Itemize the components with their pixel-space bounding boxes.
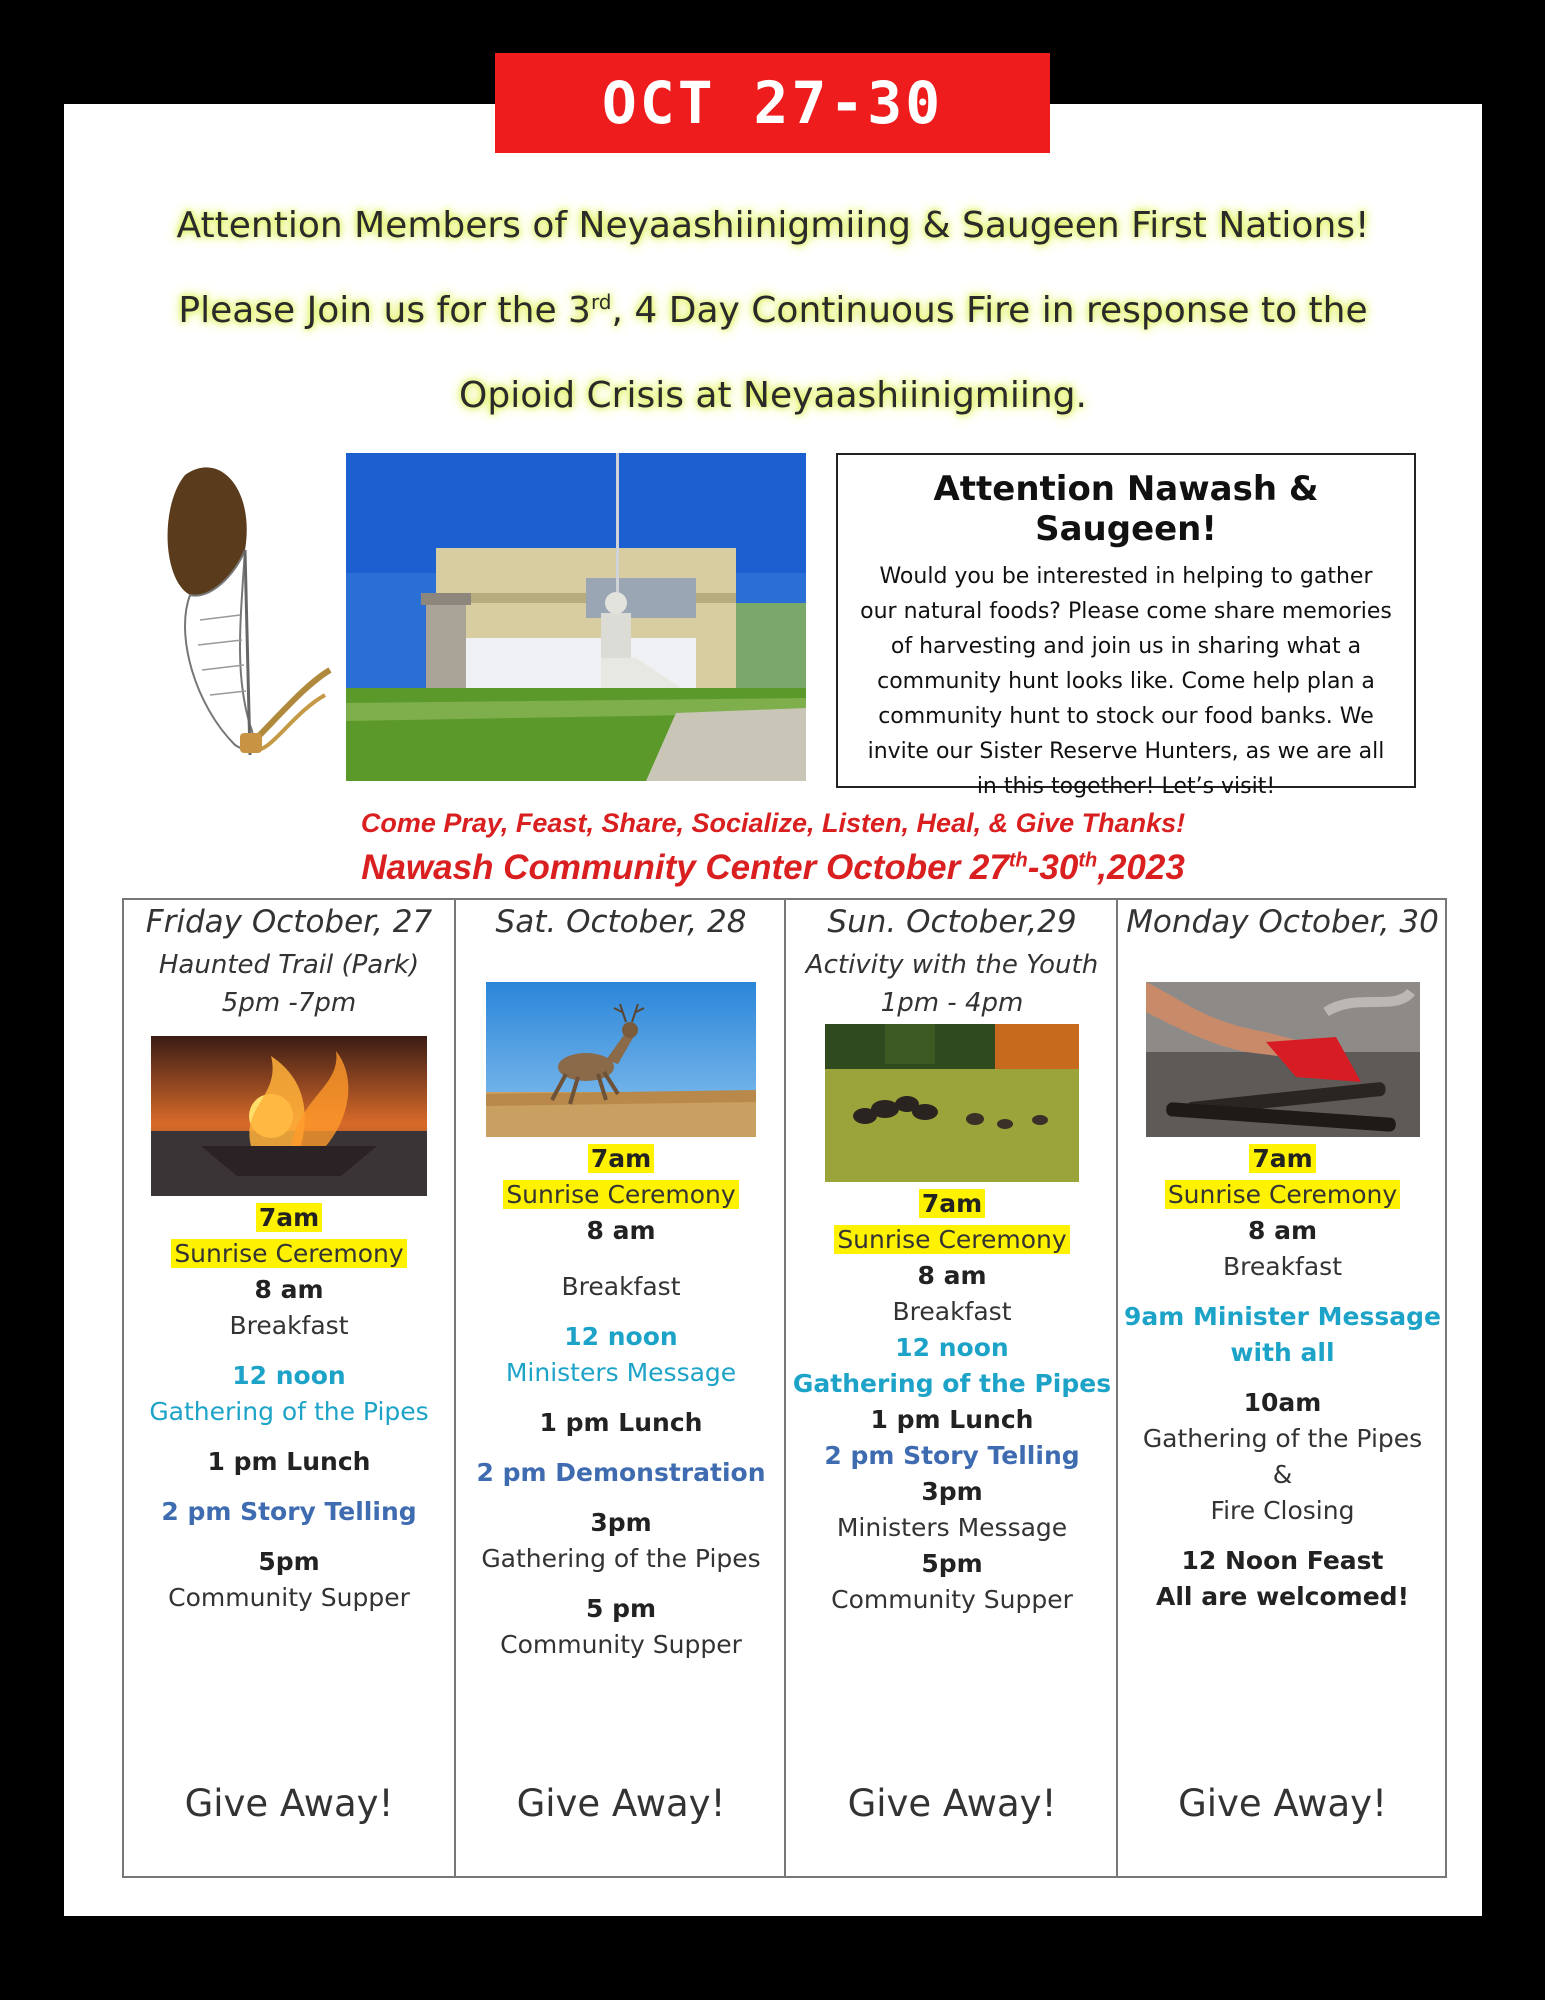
event-time: 7am [124,1200,454,1236]
day-heading: Friday October, 27 [145,904,433,940]
event-item: 2 pm Story Telling [161,1497,417,1526]
event-time: 12 noon [564,1322,678,1351]
day-heading: Sun. October,29 [827,904,1077,940]
event-item: Ministers Message [505,1358,737,1387]
schedule-column-friday [124,900,454,1876]
give-away-text: Give Away! [847,1782,1057,1825]
give-away-text: Give Away! [1178,1782,1387,1825]
event-time: 7am [1118,1141,1447,1177]
day-subtitle: Activity with the Youth [805,950,1099,980]
event-time: 8 am [254,1275,324,1304]
event-time: 10am [1243,1388,1322,1417]
event-time: 8 am [586,1216,656,1245]
deer-photo [486,982,756,1137]
event-item: Breakfast [892,1297,1012,1326]
event-item: Sunrise Ceremony [456,1177,786,1213]
event-time: 3pm [921,1477,983,1506]
event-time: 7am [786,1186,1118,1222]
give-away-text: Give Away! [184,1782,394,1825]
event-item: All are welcomed! [1156,1582,1409,1611]
event-time: 5pm [921,1549,983,1578]
community-center-photo [346,453,806,781]
event-item: Breakfast [229,1311,349,1340]
event-list [124,1200,454,1616]
schedule-column-monday [1116,900,1447,1876]
event-time: 5 pm [585,1594,657,1623]
fire-bowl-photo [151,1036,427,1196]
event-item: Breakfast [561,1272,681,1301]
event-item: Community Supper [500,1630,742,1659]
event-list [1118,1141,1447,1615]
event-list [456,1141,786,1663]
event-list [786,1186,1118,1618]
event-item: 1 pm Lunch [207,1447,371,1476]
event-item: Gathering of the Pipes [481,1544,761,1573]
event-item: 12 Noon Feast [1181,1546,1384,1575]
event-item: & [1272,1460,1293,1489]
schedule-column-saturday [454,900,786,1876]
event-item: Ministers Message [836,1513,1068,1542]
date-banner: OCT 27-30 [495,53,1050,153]
event-location-date: Nawash Community Center October 27th-30th,2023 [361,848,1185,887]
event-time: 12 noon [895,1333,1009,1362]
day-subtitle-time: 1pm - 4pm [880,988,1024,1018]
event-item: Gathering of the Pipes [1142,1424,1423,1453]
event-item: 9am Minister Message [1124,1302,1441,1331]
event-item: with all [1230,1338,1335,1367]
tagline: Come Pray, Feast, Share, Socialize, Listen, Heal, & Give Thanks! [360,808,1186,838]
event-item: Gathering of the Pipes [792,1369,1112,1398]
notice-box [836,453,1416,799]
event-item: 1 pm Lunch [870,1405,1034,1434]
event-time: 7am [456,1141,786,1177]
headline-line-3: Opioid Crisis at Neyaashiinigmiing. [459,375,1087,416]
event-time: 12 noon [232,1361,346,1390]
event-time: 8 am [1247,1216,1318,1245]
schedule-table [122,898,1447,1878]
wild-turkeys-photo [825,1024,1079,1182]
schedule-column-sunday [784,900,1118,1876]
day-subtitle-time: 5pm -7pm [221,988,357,1018]
event-item: 2 pm Story Telling [824,1441,1080,1470]
event-item: 1 pm Lunch [539,1408,703,1437]
headline-line-2: Please Join us for the 3rd, 4 Day Continuous Fire in response to the [178,290,1368,331]
event-item: Breakfast [1222,1252,1342,1281]
give-away-text: Give Away! [516,1782,726,1825]
notice-title: Attention Nawash & Saugeen! [933,469,1319,549]
event-item: Fire Closing [1210,1496,1355,1525]
event-time: 3pm [590,1508,652,1537]
event-item: 2 pm Demonstration [476,1458,766,1487]
day-subtitle: Haunted Trail (Park) [158,950,420,980]
eagle-feather-image [140,455,340,775]
day-heading: Monday October, 30 [1126,904,1439,940]
event-item: Sunrise Ceremony [786,1222,1118,1258]
tobacco-offering-photo [1146,982,1420,1137]
event-item: Community Supper [831,1585,1073,1614]
headline-line-1: Attention Members of Neyaashiinigmiing & Saugeen First Nations! [176,205,1370,246]
event-item: Gathering of the Pipes [149,1397,429,1426]
event-time: 8 am [917,1261,987,1290]
event-time: 5pm [258,1547,320,1576]
day-heading: Sat. October, 28 [495,904,747,940]
notice-body: Would you be interested in helping to gather our natural foods? Please come share memories of harvesting and join us in sharing what a community hunt looks like. Come help plan a community hunt to stock our food banks. We invite our Sister Reserve Hunters, as we are all in this together! Let’s visit! [860,564,1392,799]
event-item: Sunrise Ceremony [124,1236,454,1272]
event-item: Sunrise Ceremony [1118,1177,1447,1213]
event-item: Community Supper [168,1583,410,1612]
